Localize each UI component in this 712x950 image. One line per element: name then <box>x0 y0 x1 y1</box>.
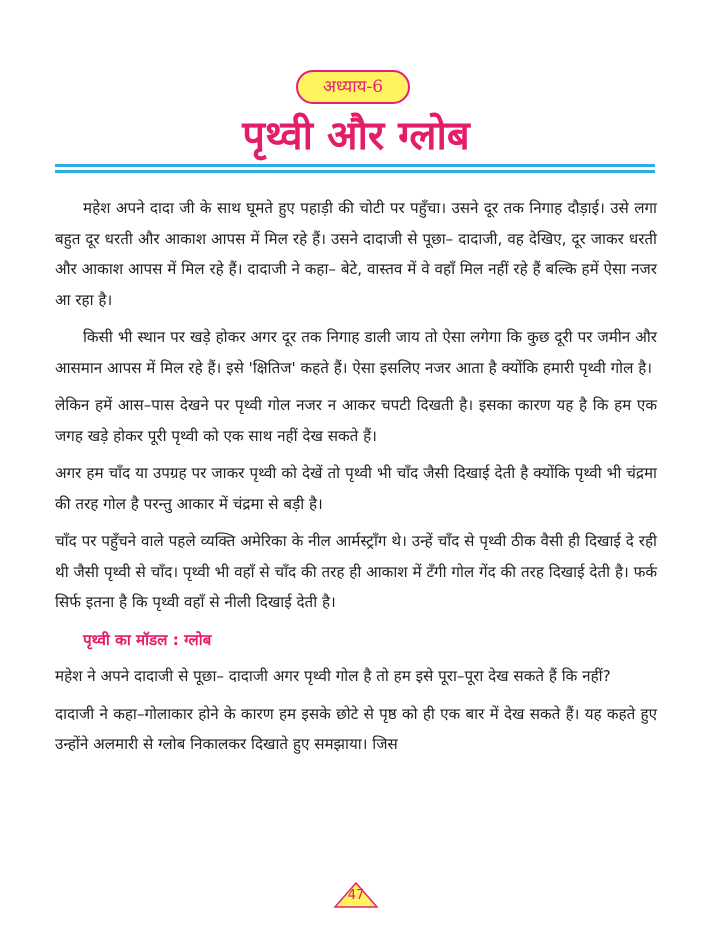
section-paragraph-2: दादाजी ने कहा–गोलाकार होने के कारण हम इसके छोटे से पृष्ठ को ही एक बार में देख सकते हैं। यह कहते हुए उन्होंने अलमारी से ग्लोब निकालकर दिखाते हुए समझाया। जिस <box>55 704 657 753</box>
page-number-badge <box>333 882 379 908</box>
paragraph-3: लेकिन हमें आस–पास देखने पर पृथ्वी गोल नजर न आकर चपटी दिखती है। इसका कारण यह है कि हम एक जगह खड़े होकर पूरी पृथ्वी को एक साथ नहीं देख सकते हैं। <box>55 396 657 445</box>
chapter-label-badge <box>296 70 410 104</box>
paragraph-4: अगर हम चाँद या उपग्रह पर जाकर पृथ्वी को देखें तो पृथ्वी भी चाँद जैसी दिखाई देती है क्योंकि पृथ्वी भी चंद्रमा की तरह गोल है परन्तु आकार में चंद्रमा से बड़ी है। <box>55 464 657 513</box>
chapter-body <box>55 193 657 767</box>
chapter-label: अध्याय-6 <box>322 77 384 97</box>
section-heading: पृथ्वी का मॉडल : ग्लोब <box>83 630 212 649</box>
title-underline-top <box>55 164 655 167</box>
paragraph-1: महेश अपने दादा जी के साथ घूमते हुए पहाड़ी की चोटी पर पहुँचा। उसने दूर तक निगाह दौड़ाई। उसे लगा बहुत दूर धरती और आकाश आपस में मिल रहे हैं। उसने दादाजी से पूछा– दादाजी, वह देखिए, दूर जाकर धरती और आकाश आपस में मिल रहे हैं। दादाजी ने कहा– बेटे, वास्तव में वे वहाँ मिल नहीं रहे हैं बल्कि हमें ऐसा नजर आ रहा है। <box>55 199 657 309</box>
section-paragraph-1: महेश ने अपने दादाजी से पूछा– दादाजी अगर पृथ्वी गोल है तो हम इसे पूरा–पूरा देख सकते हैं कि नहीं? <box>55 667 611 685</box>
paragraph-5: चाँद पर पहुँचने वाले पहले व्यक्ति अमेरिका के नील आर्मस्ट्राँग थे। उन्हें चाँद से पृथ्वी ठीक वैसी ही दिखाई दे रही थी जैसी पृथ्वी से चाँद। पृथ्वी भी वहाँ से चाँद की तरह ही आकाश में टँगी गोल गेंद की तरह दिखाई देती है। फर्क सिर्फ इतना है कि पृथ्वी वहाँ से नीली दिखाई देती है। <box>55 532 657 611</box>
title-underline-bottom <box>55 170 655 173</box>
paragraph-2: किसी भी स्थान पर खड़े होकर अगर दूर तक निगाह डाली जाय तो ऐसा लगेगा कि कुछ दूरी पर जमीन और आसमान आपस में मिल रहे हैं। इसे 'क्षितिज' कहते हैं। ऐसा इसलिए नजर आता है क्योंकि हमारी पृथ्वी गोल है। <box>55 328 657 377</box>
chapter-title: पृथ्वी और ग्लोब <box>242 113 470 159</box>
page-number: 47 <box>347 888 365 903</box>
